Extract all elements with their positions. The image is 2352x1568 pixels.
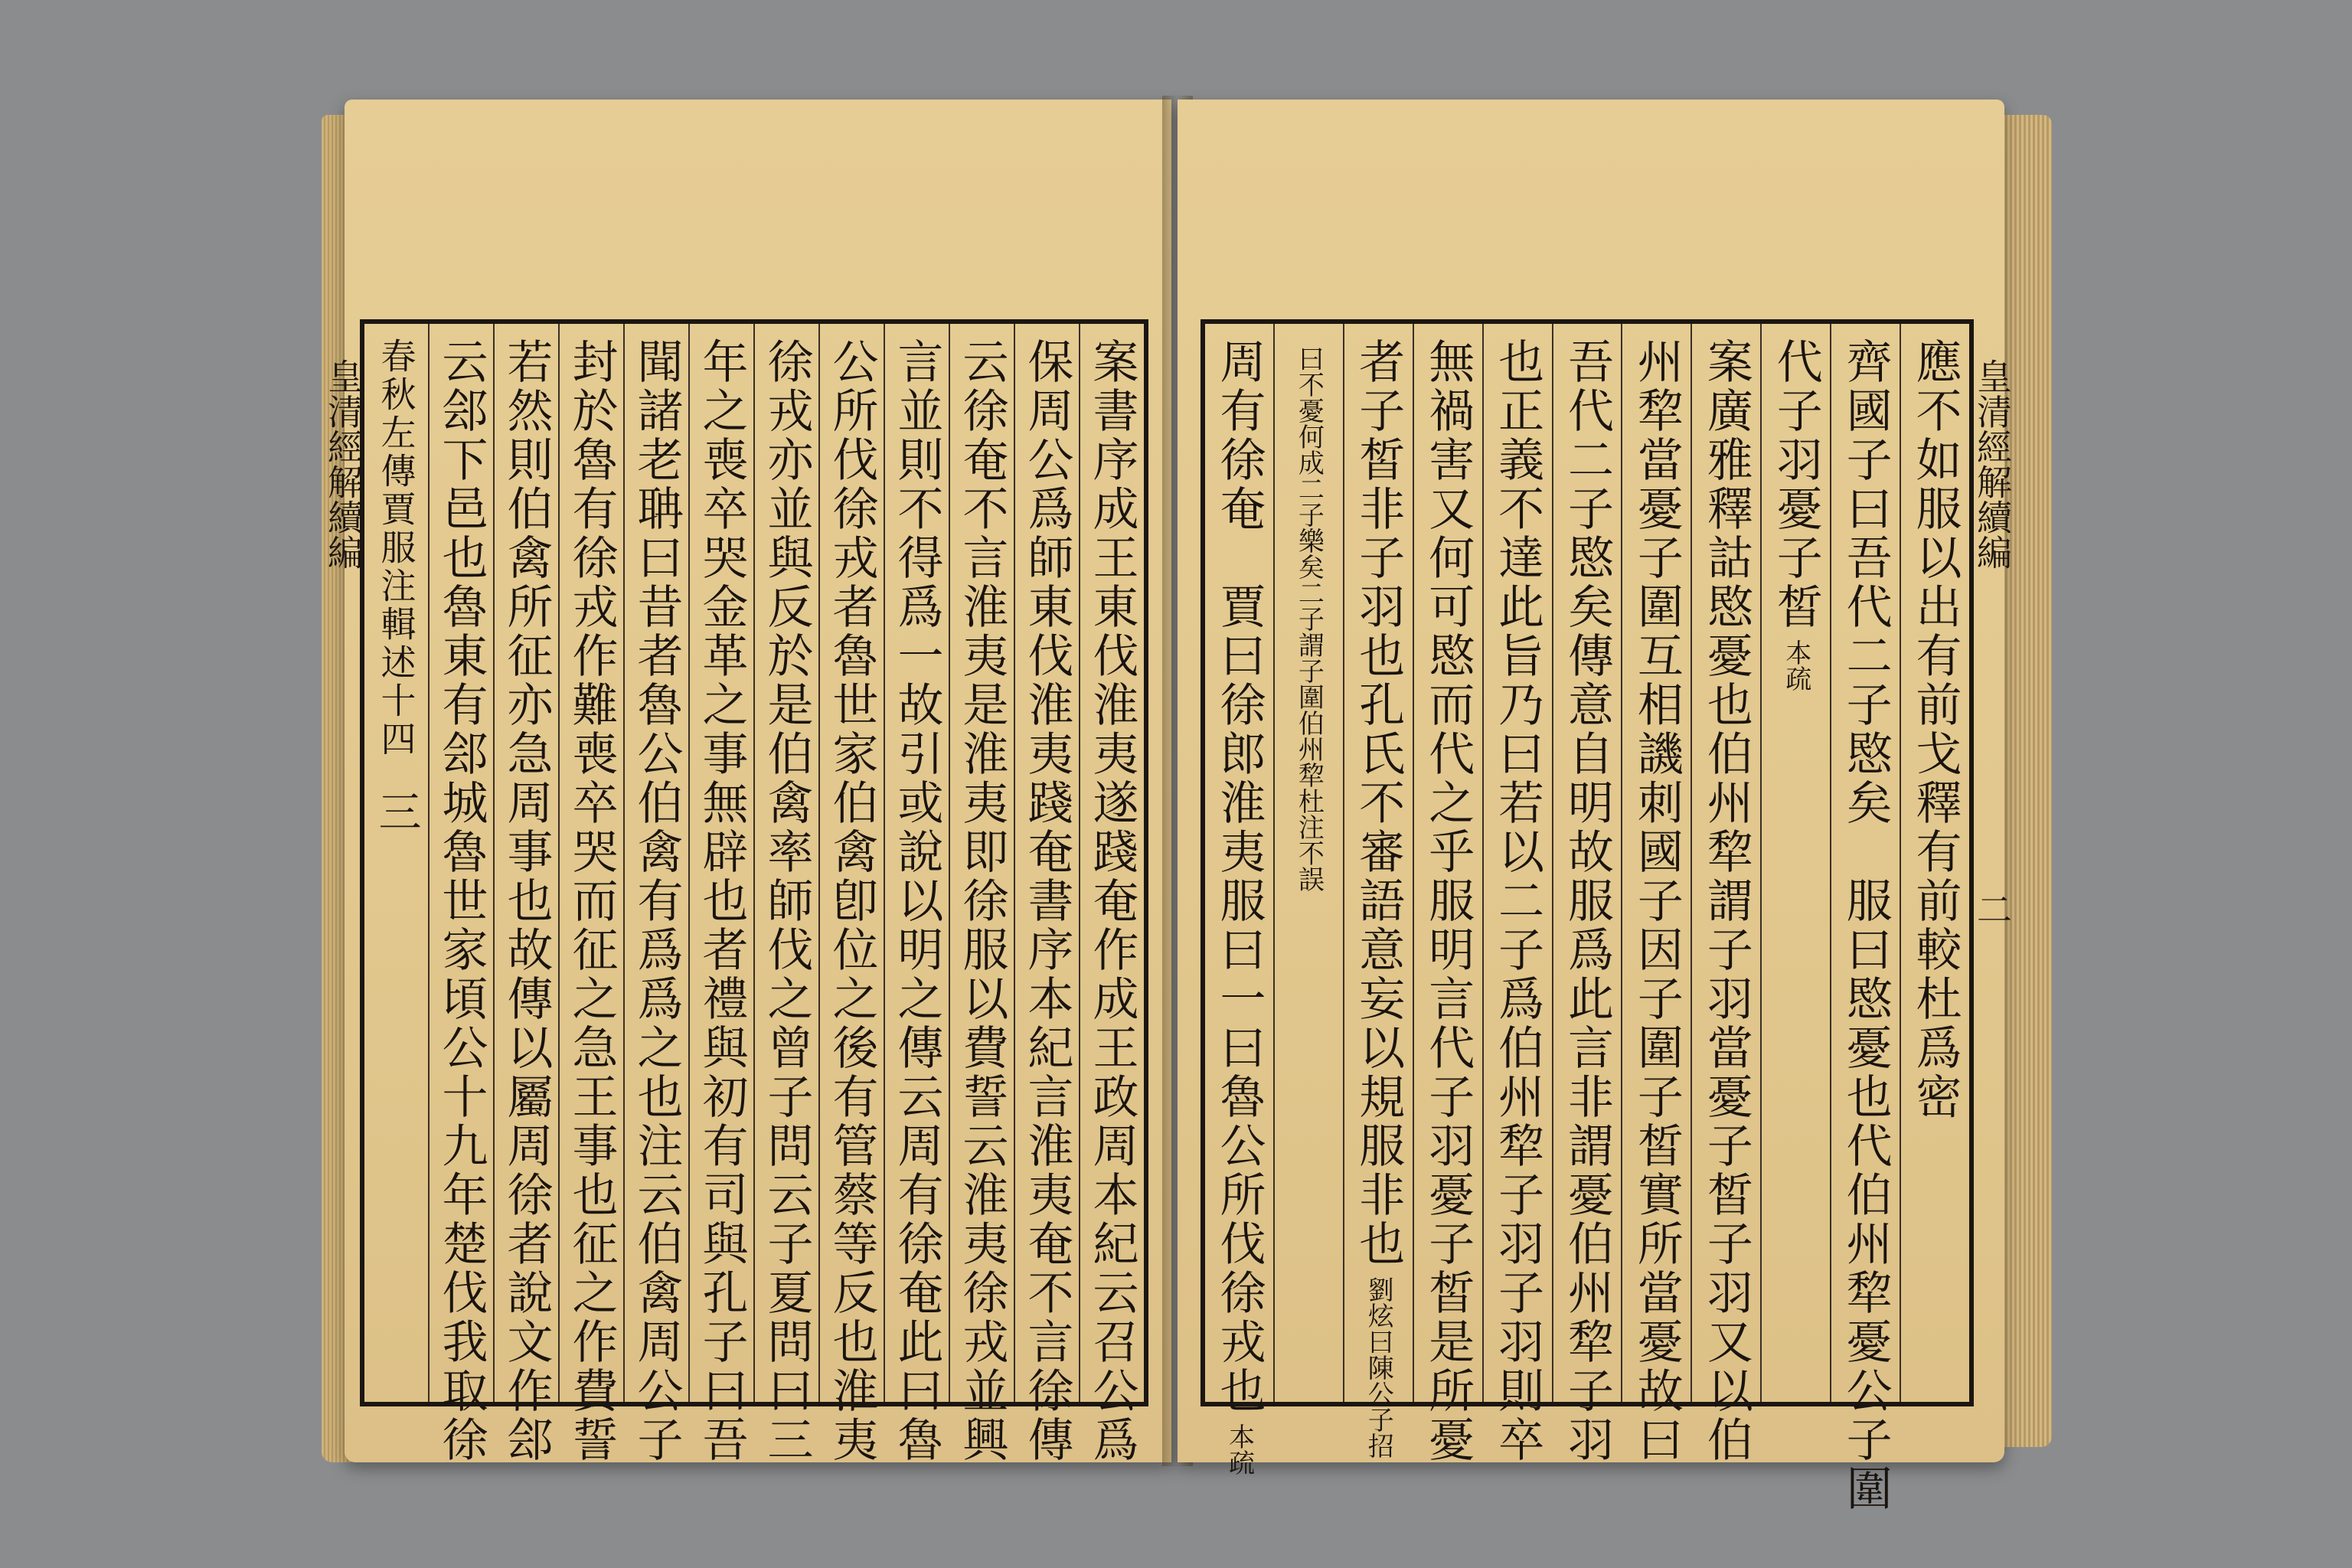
left-text-frame	[322, 319, 1148, 1465]
left-column	[428, 324, 493, 1465]
right-column	[1413, 324, 1482, 1465]
left-column-text: 若然則伯禽所征亦急周事也故傳以屬周徐者說文作郐	[499, 338, 554, 1465]
right-margin-title-text: 皇清經解續編	[1971, 358, 2013, 570]
right-column	[1900, 324, 1969, 1402]
right-column-note: 本疏	[1223, 1423, 1255, 1475]
right-column-text: 案廣雅釋詁愍憂也伯州犂謂子羽當憂子皙子羽又以伯	[1699, 338, 1753, 1465]
right-column-text: 代子羽憂子皙	[1769, 338, 1823, 632]
left-column-text: 年之喪卒哭金革之事無辟也者禮與初有司與孔子曰吾	[694, 338, 749, 1465]
right-text-frame	[1200, 319, 2013, 1514]
left-column	[558, 324, 623, 1465]
left-column-text: 公所伐徐戎者魯世家伯禽卽位之後有管蔡等反也淮夷	[825, 338, 879, 1465]
left-column	[1014, 324, 1079, 1465]
left-column-text: 云徐奄不言淮夷是淮夷即徐服以費誓云淮夷徐戎並興	[955, 338, 1009, 1465]
right-column	[1343, 324, 1413, 1459]
left-running-title-text: 春秋左傳賈服注輯述十四	[375, 338, 417, 759]
open-book	[322, 73, 2052, 1514]
left-column	[688, 324, 753, 1465]
left-column	[949, 324, 1014, 1465]
right-column-text: 吾代二子愍矣傳意自明故服爲此言非謂憂伯州犂子羽	[1560, 338, 1615, 1465]
right-column	[1830, 324, 1900, 1514]
right-page	[1178, 100, 2013, 1514]
right-column-text: 也正義不達此旨乃曰若以二子爲伯州犂子羽子羽則卒	[1491, 338, 1545, 1465]
left-column-text: 封於魯有徐戎作難喪卒哭而征之急王事也征之作費誓	[564, 338, 619, 1465]
right-column-note: 本疏	[1780, 639, 1811, 691]
right-column-note: 曰不憂何成二子樂矣二子謂子圍伯州犂杜注不誤	[1293, 345, 1325, 892]
left-column-text: 言並則不得爲一故引或說以明之傳云周有徐奄此曰魯	[890, 338, 944, 1465]
right-column	[1482, 324, 1552, 1465]
right-column-text: 應不如服以出有前戈釋有前較杜爲密	[1908, 338, 1962, 1122]
right-column-note: 劉炫曰陳公子招	[1363, 1276, 1394, 1459]
left-column	[493, 324, 558, 1465]
left-column	[753, 324, 818, 1465]
left-column	[623, 324, 688, 1465]
right-column-text: 者子皙非子羽也孔氏不審語意妄以規服非也	[1351, 338, 1406, 1269]
right-columns	[1205, 324, 1969, 1514]
left-column-text: 徐戎亦並與反於是伯禽率師伐之曾子問云子夏問曰三	[760, 338, 814, 1465]
left-column-text: 案書序成王東伐淮夷遂踐奄作成王政周本紀云召公爲	[1085, 338, 1139, 1465]
left-page-number: 三	[371, 789, 422, 832]
left-columns	[364, 324, 1144, 1465]
left-column	[884, 324, 949, 1465]
right-page-number: 二	[1971, 891, 2013, 926]
left-column	[818, 324, 884, 1465]
right-column	[1621, 324, 1690, 1465]
left-page	[322, 100, 1171, 1465]
right-column	[1273, 324, 1343, 1402]
right-column	[1552, 324, 1622, 1465]
right-column-text: 州犂當憂子圍互相譏刺國子因子圍子皙實所當憂故曰	[1629, 338, 1684, 1465]
left-margin-title	[320, 328, 366, 1398]
right-column	[1205, 324, 1273, 1475]
right-column-text: 周有徐奄 賈曰徐郎淮夷服曰一曰魯公所伐徐戎也	[1212, 338, 1266, 1416]
left-column-text: 云郐下邑也魯東有郐城魯世家頃公十九年楚伐我取徐	[434, 338, 488, 1465]
left-margin-title-text: 皇清經解續編	[322, 358, 364, 570]
right-column-text: 齊國子曰吾代二子愍矣 服曰愍憂也代伯州犂憂公子圍	[1838, 338, 1893, 1514]
right-column	[1760, 324, 1830, 1402]
right-column	[1690, 324, 1760, 1465]
left-column-text: 保周公爲師東伐淮夷踐奄書序本紀言淮夷奄不言徐傳	[1020, 338, 1074, 1465]
left-column	[1079, 324, 1144, 1465]
right-margin-title	[1969, 328, 2015, 1398]
left-running-title	[364, 324, 428, 1402]
right-column-text: 無禍害又何可愍而代之乎服明言代子羽憂子皙是所憂	[1421, 338, 1475, 1465]
left-column-text: 聞諸老聃曰昔者魯公伯禽有爲爲之也注云伯禽周公子	[629, 338, 684, 1465]
